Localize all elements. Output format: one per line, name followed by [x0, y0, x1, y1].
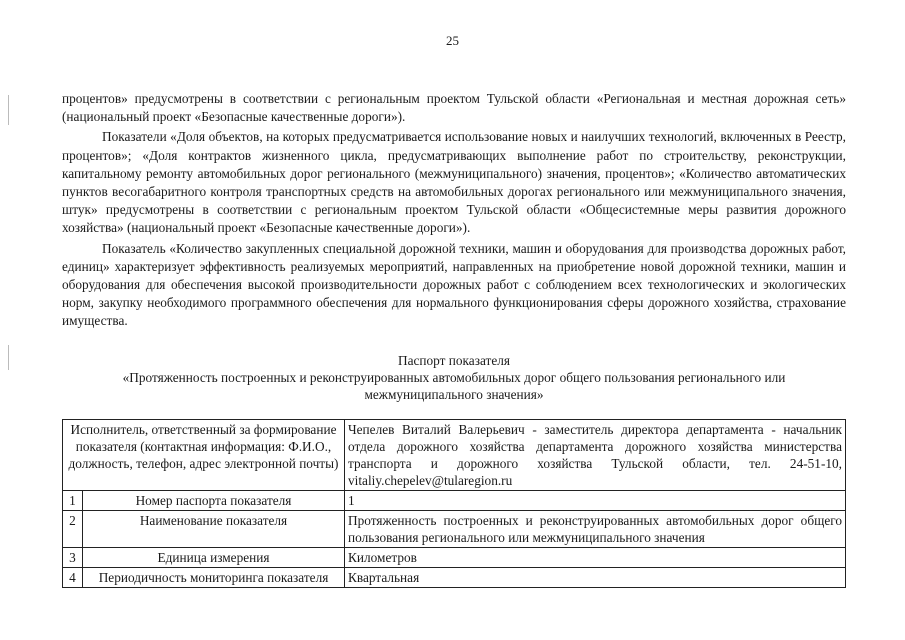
- paragraph-indicators: Показатели «Доля объектов, на которых предусматривается использование новых и наилучших технологий, включенных в Реестр, процентов»; «Доля контрактов жизненного цикла, предусматривающих выполнение работ по строительству, реконструкции, капитальному ремонту автомобильных дорог регионального (межмуниципального) значения, процентов»; «Количество автоматических пунктов весогабаритного контроля транспортных средств на автомобильных дорогах регионального или межмуниципального значения, штук» предусмотрены в соответствии с региональным проектом Тульской области «Общесистемные меры развития дорожного хозяйства» (национальный проект «Безопасные качественные дороги»).: [62, 129, 846, 236]
- table-row: [63, 491, 846, 511]
- row-number: 1: [63, 491, 83, 511]
- table-row: [63, 511, 846, 548]
- row-number: 4: [63, 568, 83, 588]
- row-label: Периодичность мониторинга показателя: [83, 568, 345, 588]
- scan-margin-mark-top: [8, 95, 9, 125]
- table-row: [63, 420, 846, 491]
- page-number: 25: [446, 33, 459, 48]
- passport-subtitle: «Протяженность построенных и реконструированных автомобильных дорог общего пользования регионального или межмуниципального значения»: [122, 370, 786, 402]
- passport-heading: [62, 352, 846, 403]
- responsible-label: Исполнитель, ответственный за формирование показателя (контактная информация: Ф.И.О., должность, телефон, адрес электронной почты): [63, 420, 345, 491]
- scan-margin-mark-bottom: [8, 345, 9, 370]
- row-number: 2: [63, 511, 83, 548]
- row-value: Километров: [345, 548, 846, 568]
- passport-table: [62, 419, 846, 588]
- row-value: Квартальная: [345, 568, 846, 588]
- paragraph-equipment-indicator: Показатель «Количество закупленных специальной дорожной техники, машин и оборудования для производства дорожных работ, единиц» характеризует эффективность реализуемых мероприятий, направленных на приобретение новой дорожной техники, машин и оборудования для обеспечения высокой производительности дорожных работ с соблюдением всех технологических и экологических норм, закупку необходимого программного обеспечения для нормального функционирования сферы дорожного хозяйства, страхование имущества.: [62, 240, 846, 329]
- row-number: 3: [63, 548, 83, 568]
- responsible-value: Чепелев Виталий Валерьевич - заместитель директора департамента - начальник отдела дорожного хозяйства департамента дорожного хозяйства министерства транспорта и дорожного хозяйства Тульской области, тел. 24-51-10, vitaliy.chepelev@tularegion.ru: [345, 420, 846, 491]
- table-row: [63, 548, 846, 568]
- table-row: [63, 568, 846, 588]
- paragraph-continuation: процентов» предусмотрены в соответствии с региональным проектом Тульской области «Региональная и местная дорожная сеть» (национальный проект «Безопасные качественные дороги»).: [62, 91, 846, 125]
- row-value: 1: [345, 491, 846, 511]
- row-label: Единица измерения: [83, 548, 345, 568]
- row-value: Протяженность построенных и реконструированных автомобильных дорог общего пользования регионального или межмуниципального значения: [345, 511, 846, 548]
- body-text: [62, 90, 846, 333]
- row-label: Наименование показателя: [83, 511, 345, 548]
- passport-title: Паспорт показателя: [398, 353, 510, 368]
- row-label: Номер паспорта показателя: [83, 491, 345, 511]
